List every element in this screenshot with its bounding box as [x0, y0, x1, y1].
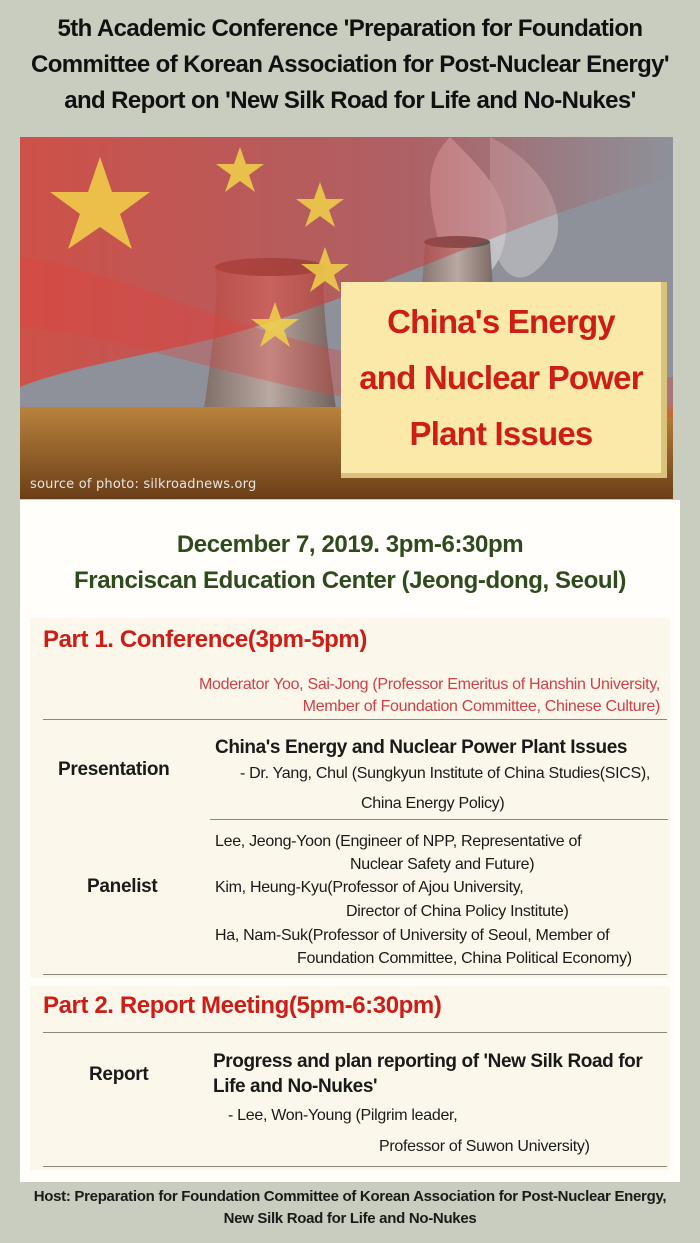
divider — [43, 974, 667, 975]
panelist-2-line-2: Director of China Policy Institute) — [346, 903, 569, 920]
topic-line-3: Plant Issues — [409, 414, 593, 452]
host-line-1: Host: Preparation for Foundation Committee of Korean Association for Post-Nuclear Energy, — [33, 1188, 667, 1205]
panelist-1-line-1: Lee, Jeong-Yoon (Engineer of NPP, Representative of — [215, 833, 582, 850]
presentation-speaker-line-1: - Dr. Yang, Chul (Sungkyun Institute of China Studies(SICS), — [240, 765, 651, 782]
report-speaker-line-2: Professor of Suwon University) — [379, 1138, 590, 1155]
panelist-3-line-1: Ha, Nam-Suk(Professor of University of Seoul, Member of — [215, 927, 610, 944]
panelist-1-line-2: Nuclear Safety and Future) — [350, 856, 535, 873]
topic-line-2: and Nuclear Power — [359, 358, 643, 396]
presentation-label: Presentation — [58, 759, 170, 780]
divider — [43, 719, 667, 720]
moderator-line-1: Moderator Yoo, Sai-Jong (Professor Emeritus of Hanshin University, — [198, 676, 660, 693]
part1-title: Part 1. Conference(3pm-5pm) — [43, 626, 367, 653]
panelist-3-line-2: Foundation Committee, China Political Economy) — [297, 950, 632, 967]
header-line-3: and Report on 'New Silk Road for Life and No-Nukes' — [64, 87, 636, 114]
event-date-time: December 7, 2019. 3pm-6:30pm — [176, 531, 524, 558]
report-speaker-line-1: - Lee, Won-Young (Pilgrim leader, — [228, 1107, 458, 1124]
part2-title: Part 2. Report Meeting(5pm-6:30pm) — [43, 992, 442, 1019]
panelist-2-line-1: Kim, Heung-Kyu(Professor of Ajou University, — [215, 879, 524, 896]
photo-credit: source of photo: silkroadnews.org — [30, 477, 257, 492]
part2-section — [30, 986, 670, 1170]
header-line-1: 5th Academic Conference 'Preparation for Foundation — [57, 15, 643, 42]
topic-box — [341, 282, 667, 478]
panelist-label: Panelist — [87, 876, 158, 897]
divider — [43, 1032, 667, 1033]
header-line-2: Committee of Korean Association for Post-Nuclear Energy' — [30, 51, 669, 78]
divider — [43, 1166, 667, 1167]
poster-header — [0, 0, 700, 136]
host-line-2: New Silk Road for Life and No-Nukes — [223, 1210, 477, 1227]
moderator — [199, 674, 660, 718]
event-venue: Franciscan Education Center (Jeong-dong, Seoul) — [74, 567, 626, 594]
host-footer — [0, 1186, 700, 1230]
presentation-speaker-line-2: China Energy Policy) — [361, 795, 505, 812]
topic-line-1: China's Energy — [387, 302, 615, 340]
divider — [210, 819, 668, 820]
program-panel — [20, 500, 680, 1182]
hero-image — [20, 137, 673, 499]
report-title-line-1: Progress and plan reporting of 'New Silk Road for — [213, 1051, 643, 1072]
moderator-line-2: Member of Foundation Committee, Chinese Culture) — [302, 698, 660, 715]
part1-section — [30, 618, 670, 978]
presentation-title: China's Energy and Nuclear Power Plant Issues — [215, 737, 628, 758]
report-title-line-2: Life and No-Nukes' — [213, 1076, 378, 1097]
report-label: Report — [89, 1064, 149, 1085]
event-info — [20, 527, 680, 599]
